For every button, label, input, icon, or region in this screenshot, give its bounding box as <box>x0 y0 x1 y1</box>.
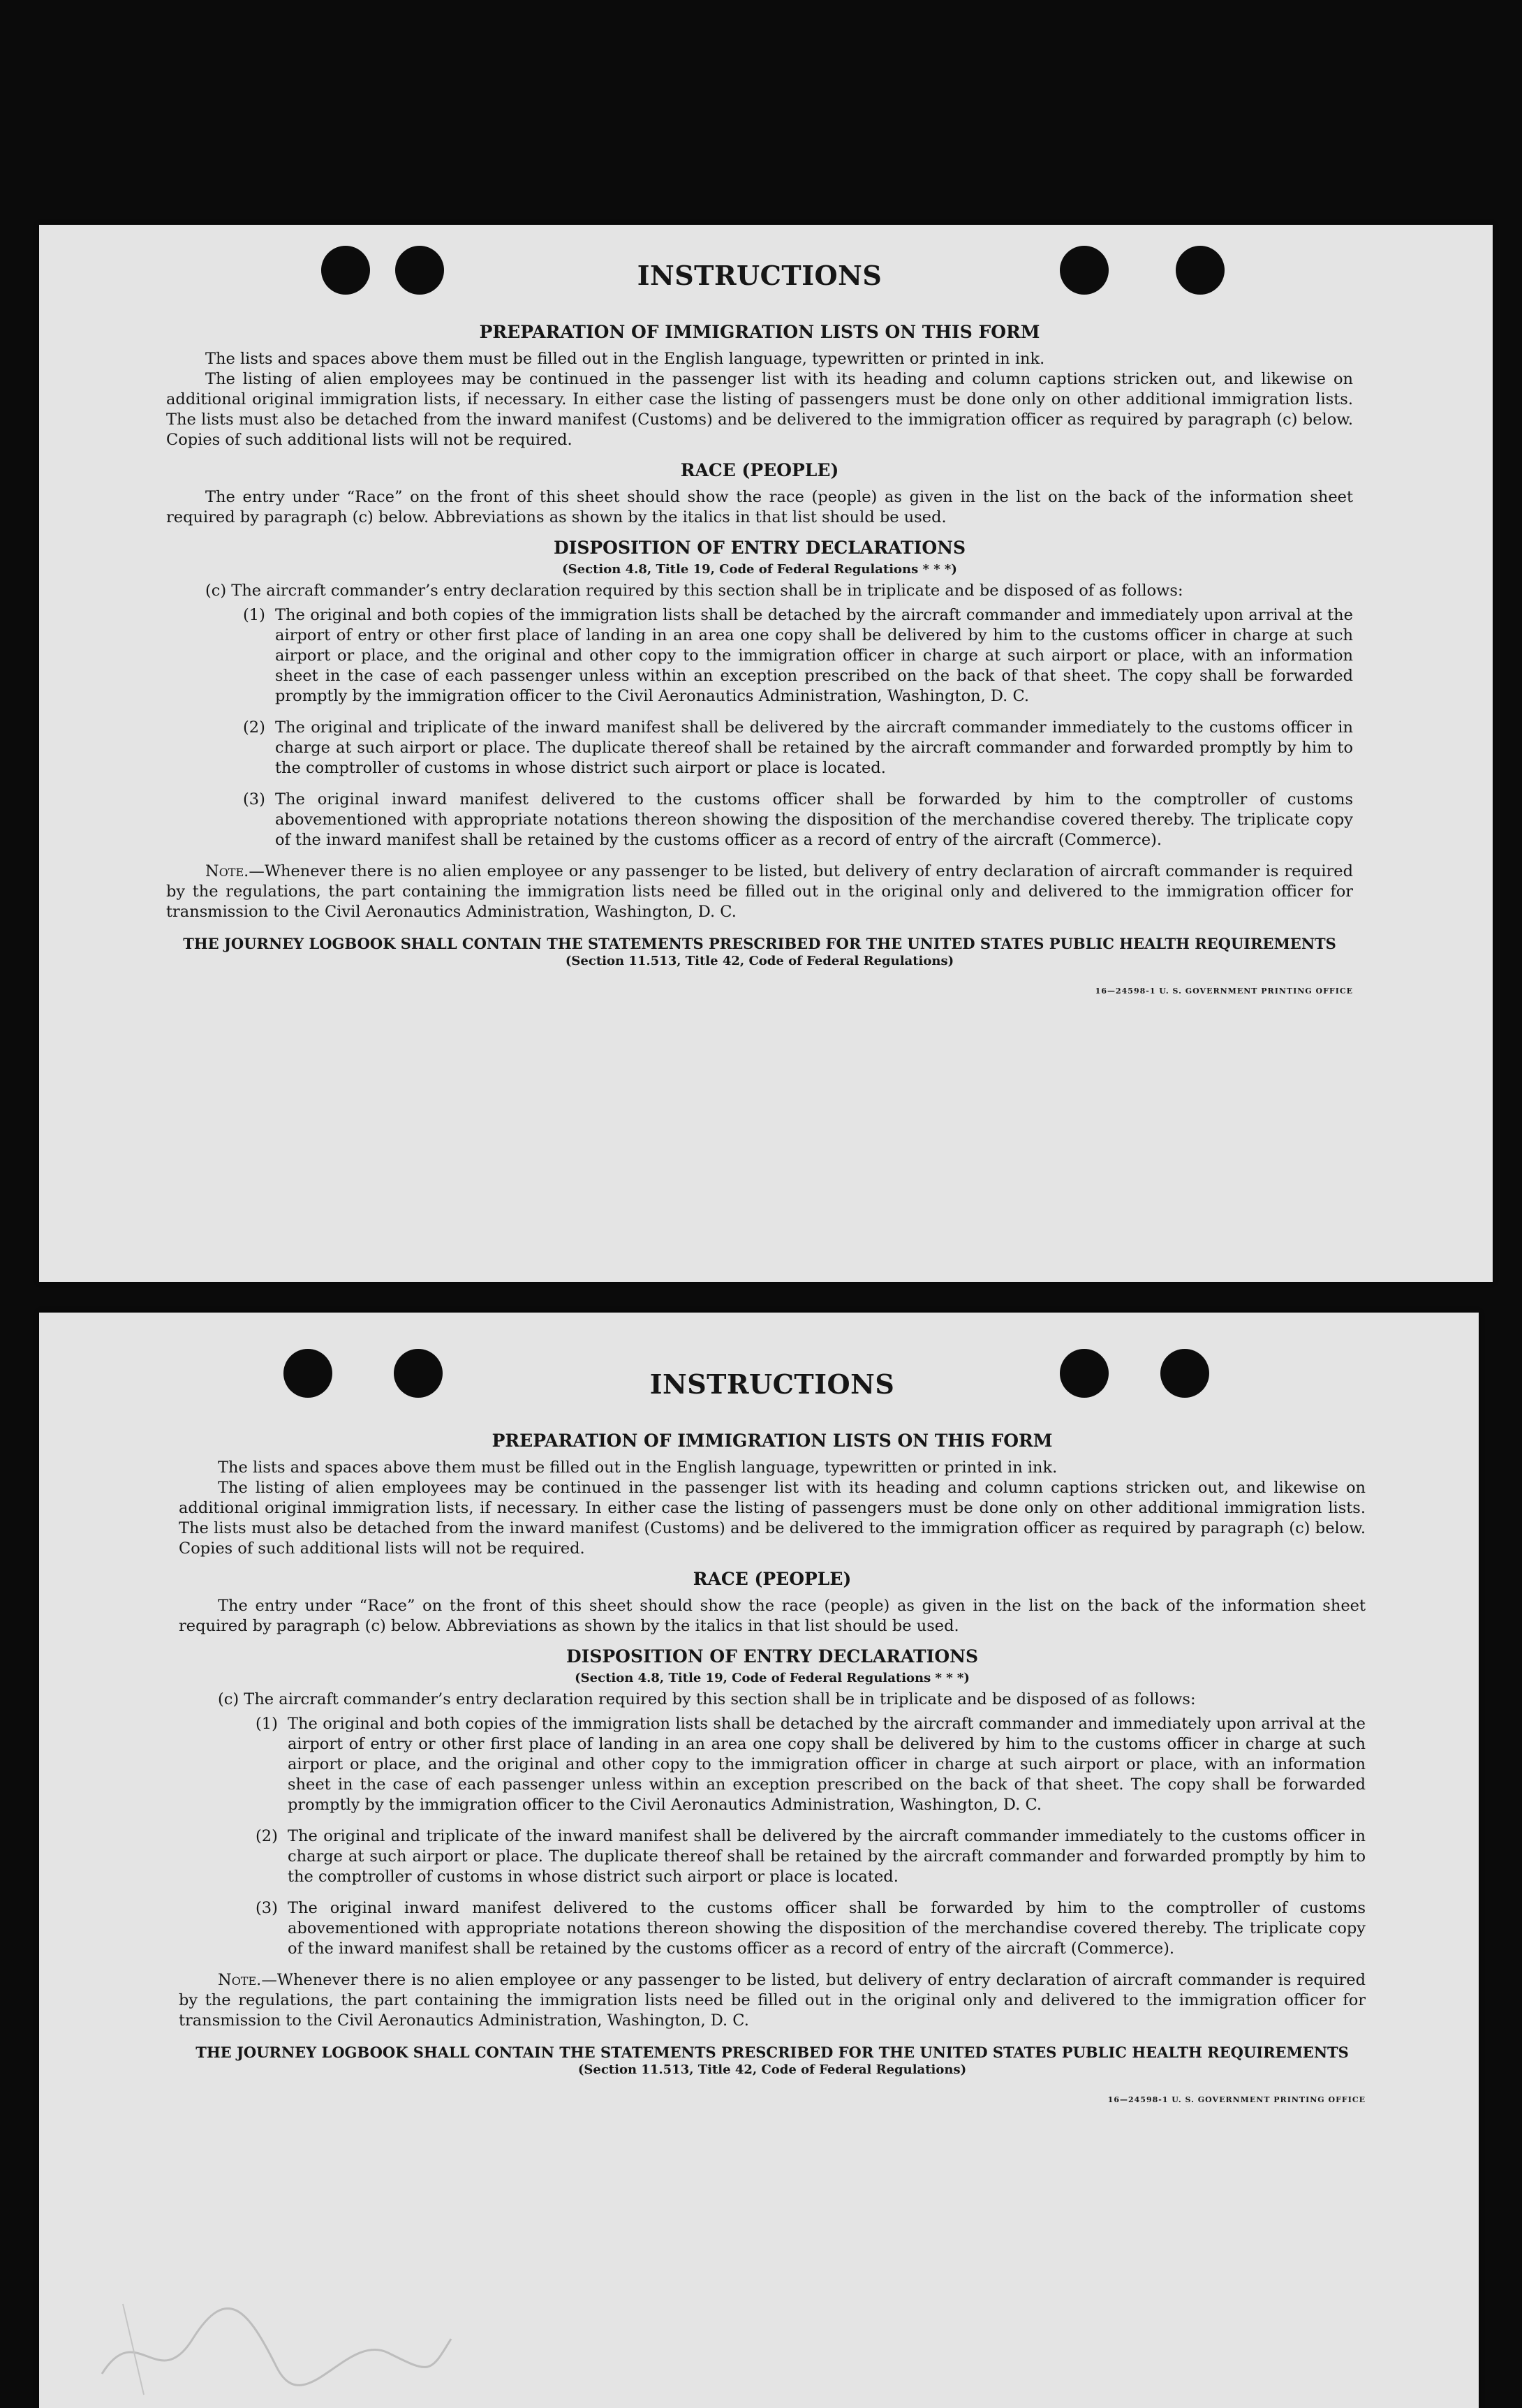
list-item <box>243 790 1353 850</box>
logbook-statement: THE JOURNEY LOGBOOK SHALL CONTAIN THE STATEMENTS PRESCRIBED FOR THE UNITED STATES PUBLIC HEALTH REQUIREMENTS <box>195 2044 1349 2061</box>
paragraph: The entry under “Race” on the front of this sheet should show the race (people) as given in the list on the back of the information sheet required by paragraph (c) below. Abbreviations as shown by the italics in that list should be used. <box>166 488 1353 526</box>
paragraph: The lists and spaces above them must be filled out in the English language, typewritten or printed in ink. <box>205 350 1045 368</box>
item-number: (2) <box>243 718 265 737</box>
section-citation: (Section 11.513, Title 42, Code of Federal Regulations) <box>577 2062 967 2077</box>
item-text: The original and triplicate of the inward manifest shall be delivered by the aircraft commander immediately to the customs officer in charge at such airport or place. The duplicate thereof shall be retained by the aircraft commander and forwarded promptly by him to the comptroller of customs in whose district such airport or place is located. <box>288 1827 1366 1886</box>
sheet-content <box>166 260 1353 996</box>
paragraph: The lists and spaces above them must be filled out in the English language, typewritten or printed in ink. <box>218 1458 1058 1477</box>
faint-signature-scribble <box>95 2290 458 2402</box>
note-paragraph <box>179 1970 1366 2031</box>
list-item <box>256 1826 1366 1887</box>
list-item <box>256 1714 1366 1815</box>
item-number: (1) <box>243 606 265 624</box>
note-paragraph <box>166 862 1353 922</box>
item-number: (3) <box>256 1899 278 1917</box>
item-number: (1) <box>256 1715 278 1733</box>
disposition-heading: DISPOSITION OF ENTRY DECLARATIONS <box>553 538 966 558</box>
section-citation: (Section 4.8, Title 19, Code of Federal Regulations * * *) <box>562 562 957 577</box>
list-item <box>243 605 1353 707</box>
sheet-content <box>179 1368 1366 2104</box>
prep-heading: PREPARATION OF IMMIGRATION LISTS ON THIS FORM <box>492 1431 1053 1451</box>
printer-imprint: 16—24598-1 U. S. GOVERNMENT PRINTING OFFICE <box>1107 2095 1366 2104</box>
item-text: The original inward manifest delivered to the customs officer shall be forwarded by him to the comptroller of customs abovementioned with appropriate notations thereon showing the disposition of the merchandise covered thereby. The triplicate copy of the inward manifest shall be retained by the customs officer as a record of entry of the aircraft (Commerce). <box>275 790 1353 849</box>
sheet-title: INSTRUCTIONS <box>637 260 882 291</box>
printer-imprint: 16—24598-1 U. S. GOVERNMENT PRINTING OFFICE <box>1095 987 1353 996</box>
instruction-sheet-top <box>39 225 1493 1282</box>
instruction-sheet-bottom <box>39 1313 1479 2408</box>
note-label: Note. <box>218 1971 262 1989</box>
item-number: (2) <box>256 1827 278 1845</box>
note-label: Note. <box>205 862 249 880</box>
item-text: The original and both copies of the immigration lists shall be detached by the aircraft commander and immediately upon arrival at the airport of entry or other first place of landing in an area one copy shall be delivered by him to the customs officer in charge at such airport or place, and the original and other copy to the immigration officer in charge at such airport or place, with an information sheet in the case of each passenger unless within an exception prescribed on the back of that sheet. The copy shall be forwarded promptly by the immigration officer to the Civil Aeronautics Administration, Washington, D. C. <box>288 1715 1366 1814</box>
note-text: —Whenever there is no alien employee or any passenger to be listed, but delivery of entry declaration of aircraft commander is required by the regulations, the part containing the immigration lists need be filled out in the original only and delivered to the immigration officer for transmission to the Civil Aeronautics Administration, Washington, D. C. <box>179 1971 1366 2030</box>
item-text: The original and both copies of the immigration lists shall be detached by the aircraft commander and immediately upon arrival at the airport of entry or other first place of landing in an area one copy shall be delivered by him to the customs officer in charge at such airport or place, and the original and other copy to the immigration officer in charge at such airport or place, with an information sheet in the case of each passenger unless within an exception prescribed on the back of that sheet. The copy shall be forwarded promptly by the immigration officer to the Civil Aeronautics Administration, Washington, D. C. <box>275 606 1353 705</box>
item-text: The original and triplicate of the inward manifest shall be delivered by the aircraft commander immediately to the customs officer in charge at such airport or place. The duplicate thereof shall be retained by the aircraft commander and forwarded promptly by him to the comptroller of customs in whose district such airport or place is located. <box>275 718 1353 777</box>
note-text: —Whenever there is no alien employee or any passenger to be listed, but delivery of entry declaration of aircraft commander is required by the regulations, the part containing the immigration lists need be filled out in the original only and delivered to the immigration officer for transmission to the Civil Aeronautics Administration, Washington, D. C. <box>166 862 1353 921</box>
disposition-heading: DISPOSITION OF ENTRY DECLARATIONS <box>566 1646 979 1667</box>
paragraph: (c) The aircraft commander’s entry declaration required by this section shall be in triplicate and be disposed of as follows: <box>205 582 1183 600</box>
paragraph: (c) The aircraft commander’s entry declaration required by this section shall be in triplicate and be disposed of as follows: <box>218 1690 1196 1708</box>
paragraph: The listing of alien employees may be continued in the passenger list with its heading and column captions stricken out, and likewise on additional original immigration lists, if necessary. In either case the listing of passengers must be done only on other additional immigration lists. The lists must also be detached from the inward manifest (Customs) and be delivered to the immigration officer as required by paragraph (c) below. Copies of such additional lists will not be required. <box>179 1479 1366 1558</box>
paragraph: The entry under “Race” on the front of this sheet should show the race (people) as given in the list on the back of the information sheet required by paragraph (c) below. Abbreviations as shown by the italics in that list should be used. <box>179 1597 1366 1635</box>
list-item <box>256 1898 1366 1959</box>
item-text: The original inward manifest delivered to the customs officer shall be forwarded by him to the comptroller of customs abovementioned with appropriate notations thereon showing the disposition of the merchandise covered thereby. The triplicate copy of the inward manifest shall be retained by the customs officer as a record of entry of the aircraft (Commerce). <box>288 1899 1366 1958</box>
logbook-statement: THE JOURNEY LOGBOOK SHALL CONTAIN THE STATEMENTS PRESCRIBED FOR THE UNITED STATES PUBLIC HEALTH REQUIREMENTS <box>183 935 1336 952</box>
sheet-title: INSTRUCTIONS <box>649 1368 895 1400</box>
item-number: (3) <box>243 790 265 808</box>
race-heading: RACE (PEOPLE) <box>693 1569 852 1589</box>
paragraph: The listing of alien employees may be continued in the passenger list with its heading and column captions stricken out, and likewise on additional original immigration lists, if necessary. In either case the listing of passengers must be done only on other additional immigration lists. The lists must also be detached from the inward manifest (Customs) and be delivered to the immigration officer as required by paragraph (c) below. Copies of such additional lists will not be required. <box>166 370 1353 449</box>
list-item <box>243 718 1353 778</box>
section-citation: (Section 4.8, Title 19, Code of Federal Regulations * * *) <box>575 1671 970 1685</box>
section-citation: (Section 11.513, Title 42, Code of Federal Regulations) <box>565 954 954 968</box>
prep-heading: PREPARATION OF IMMIGRATION LISTS ON THIS FORM <box>479 322 1040 342</box>
race-heading: RACE (PEOPLE) <box>680 460 839 480</box>
